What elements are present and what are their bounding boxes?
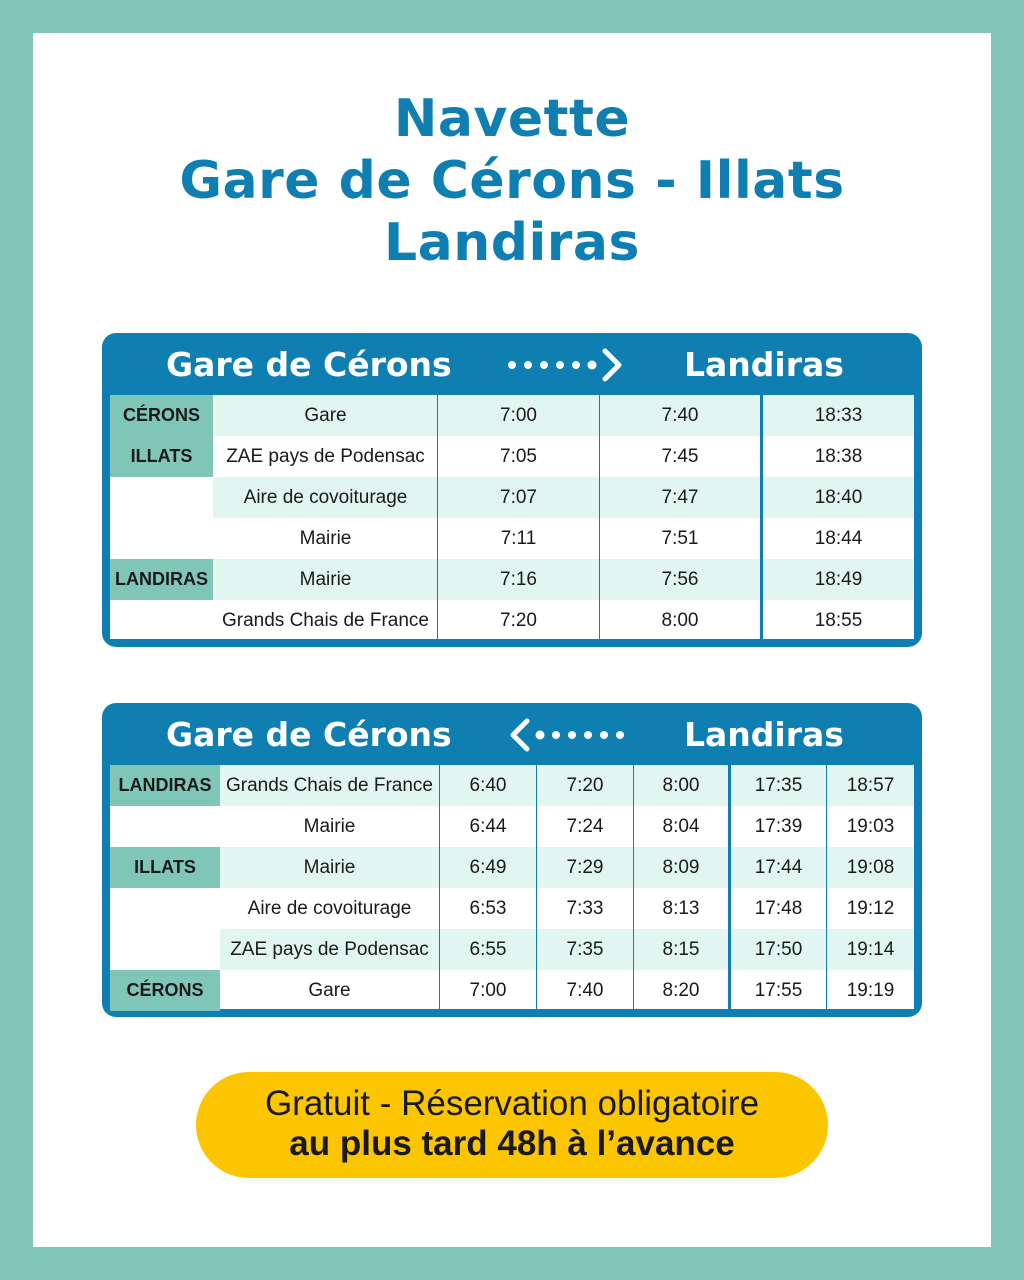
departure-time: 6:55 <box>440 929 536 970</box>
return-header <box>102 703 922 765</box>
town-label <box>110 518 213 559</box>
stop-name: ZAE pays de Podensac <box>220 929 439 970</box>
page-title <box>0 88 1024 274</box>
departure-time: 7:29 <box>537 847 633 888</box>
departure-time: 7:16 <box>438 559 599 600</box>
banner-line-2: au plus tard 48h à l’avance <box>289 1124 735 1163</box>
departure-time: 6:40 <box>440 765 536 806</box>
outbound-origin: Gare de Cérons <box>166 345 452 384</box>
town-label <box>110 806 220 847</box>
table-row <box>110 888 914 929</box>
town-label: CÉRONS <box>110 395 213 436</box>
departure-time: 19:14 <box>827 929 914 970</box>
column-divider <box>439 765 440 1014</box>
departure-time: 17:39 <box>754 816 803 837</box>
column-divider <box>536 765 537 1014</box>
town-label <box>110 477 213 518</box>
departure-time: 6:53 <box>469 898 507 919</box>
departure-time: 7:20 <box>500 610 537 631</box>
departure-time: 8:20 <box>662 980 700 1001</box>
departure-time: 19:08 <box>827 847 914 888</box>
departure-time: 7:40 <box>600 395 760 436</box>
table-row <box>110 518 914 559</box>
departure-time: 19:12 <box>846 898 895 919</box>
town-label: CÉRONS <box>110 970 220 1011</box>
outbound-timetable <box>102 333 922 647</box>
stop-name: Mairie <box>303 816 356 837</box>
column-divider <box>826 765 827 1014</box>
table-row <box>110 436 914 477</box>
outbound-header <box>102 333 922 395</box>
town-label <box>110 600 213 641</box>
departure-time: 17:44 <box>731 847 826 888</box>
departure-time: 7:00 <box>469 980 507 1001</box>
departure-time: 18:49 <box>763 559 914 600</box>
departure-time: 18:57 <box>827 765 914 806</box>
dotted-arrow-left-icon <box>504 717 628 753</box>
table-row <box>110 765 914 806</box>
departure-time: 18:44 <box>814 528 863 549</box>
column-divider <box>760 395 763 644</box>
column-divider <box>633 765 634 1014</box>
stop-name: Gare <box>213 395 438 436</box>
departure-time: 8:09 <box>634 847 728 888</box>
departure-time: 7:45 <box>661 446 699 467</box>
stop-name: ZAE pays de Podensac <box>226 446 425 467</box>
departure-time: 18:55 <box>814 610 863 631</box>
stop-name: Mairie <box>299 528 352 549</box>
table-row <box>110 559 914 600</box>
stop-name: Mairie <box>213 559 438 600</box>
departure-time: 19:03 <box>846 816 895 837</box>
departure-time: 7:05 <box>500 446 537 467</box>
reservation-banner <box>196 1072 828 1178</box>
departure-time: 8:15 <box>634 929 728 970</box>
table-row <box>110 477 914 518</box>
departure-time: 7:56 <box>600 559 760 600</box>
table-row <box>110 847 914 888</box>
departure-time: 7:35 <box>537 929 633 970</box>
departure-time: 7:51 <box>661 528 699 549</box>
town-label: ILLATS <box>110 847 220 888</box>
departure-time: 17:55 <box>754 980 803 1001</box>
departure-time: 19:19 <box>846 980 895 1001</box>
departure-time: 8:00 <box>661 610 699 631</box>
stop-name: Grands Chais de France <box>220 765 439 806</box>
stop-name: Gare <box>308 980 351 1001</box>
departure-time: 7:40 <box>566 980 604 1001</box>
column-divider <box>599 395 600 644</box>
return-grid <box>110 765 914 1009</box>
departure-time: 8:13 <box>662 898 700 919</box>
stop-name: Grands Chais de France <box>222 610 429 631</box>
departure-time: 18:38 <box>814 446 863 467</box>
stop-name: Aire de covoiturage <box>213 477 438 518</box>
departure-time: 17:50 <box>731 929 826 970</box>
departure-time: 6:49 <box>440 847 536 888</box>
column-divider <box>437 395 438 644</box>
town-label: ILLATS <box>110 436 213 477</box>
title-line-1: Navette <box>393 89 631 149</box>
departure-time: 7:07 <box>438 477 599 518</box>
departure-time: 7:11 <box>500 528 537 549</box>
table-row <box>110 970 914 1011</box>
return-timetable <box>102 703 922 1017</box>
town-label: LANDIRAS <box>110 765 220 806</box>
dotted-arrow-right-icon <box>504 347 628 383</box>
table-row <box>110 929 914 970</box>
title-line-3: Landiras <box>384 213 640 273</box>
departure-time: 17:35 <box>731 765 826 806</box>
departure-time: 18:40 <box>763 477 914 518</box>
departure-time: 7:33 <box>566 898 604 919</box>
departure-time: 7:20 <box>537 765 633 806</box>
outbound-grid <box>110 395 914 639</box>
town-label: LANDIRAS <box>110 559 213 600</box>
table-row <box>110 806 914 847</box>
departure-time: 7:47 <box>600 477 760 518</box>
table-row <box>110 395 914 436</box>
return-origin: Landiras <box>684 715 844 754</box>
departure-time: 7:24 <box>566 816 604 837</box>
table-row <box>110 600 914 641</box>
town-label <box>110 929 220 970</box>
outbound-destination: Landiras <box>684 345 844 384</box>
departure-time: 17:48 <box>754 898 803 919</box>
departure-time: 18:33 <box>763 395 914 436</box>
departure-time: 6:44 <box>469 816 507 837</box>
stop-name: Aire de covoiturage <box>247 898 412 919</box>
banner-line-1: Gratuit - Réservation obligatoire <box>264 1084 760 1123</box>
departure-time: 8:04 <box>662 816 700 837</box>
column-divider <box>728 765 731 1014</box>
departure-time: 7:00 <box>438 395 599 436</box>
town-label <box>110 888 220 929</box>
return-destination: Gare de Cérons <box>166 715 452 754</box>
title-line-2: Gare de Cérons - Illats <box>179 151 845 211</box>
stop-name: Mairie <box>220 847 439 888</box>
departure-time: 8:00 <box>634 765 728 806</box>
